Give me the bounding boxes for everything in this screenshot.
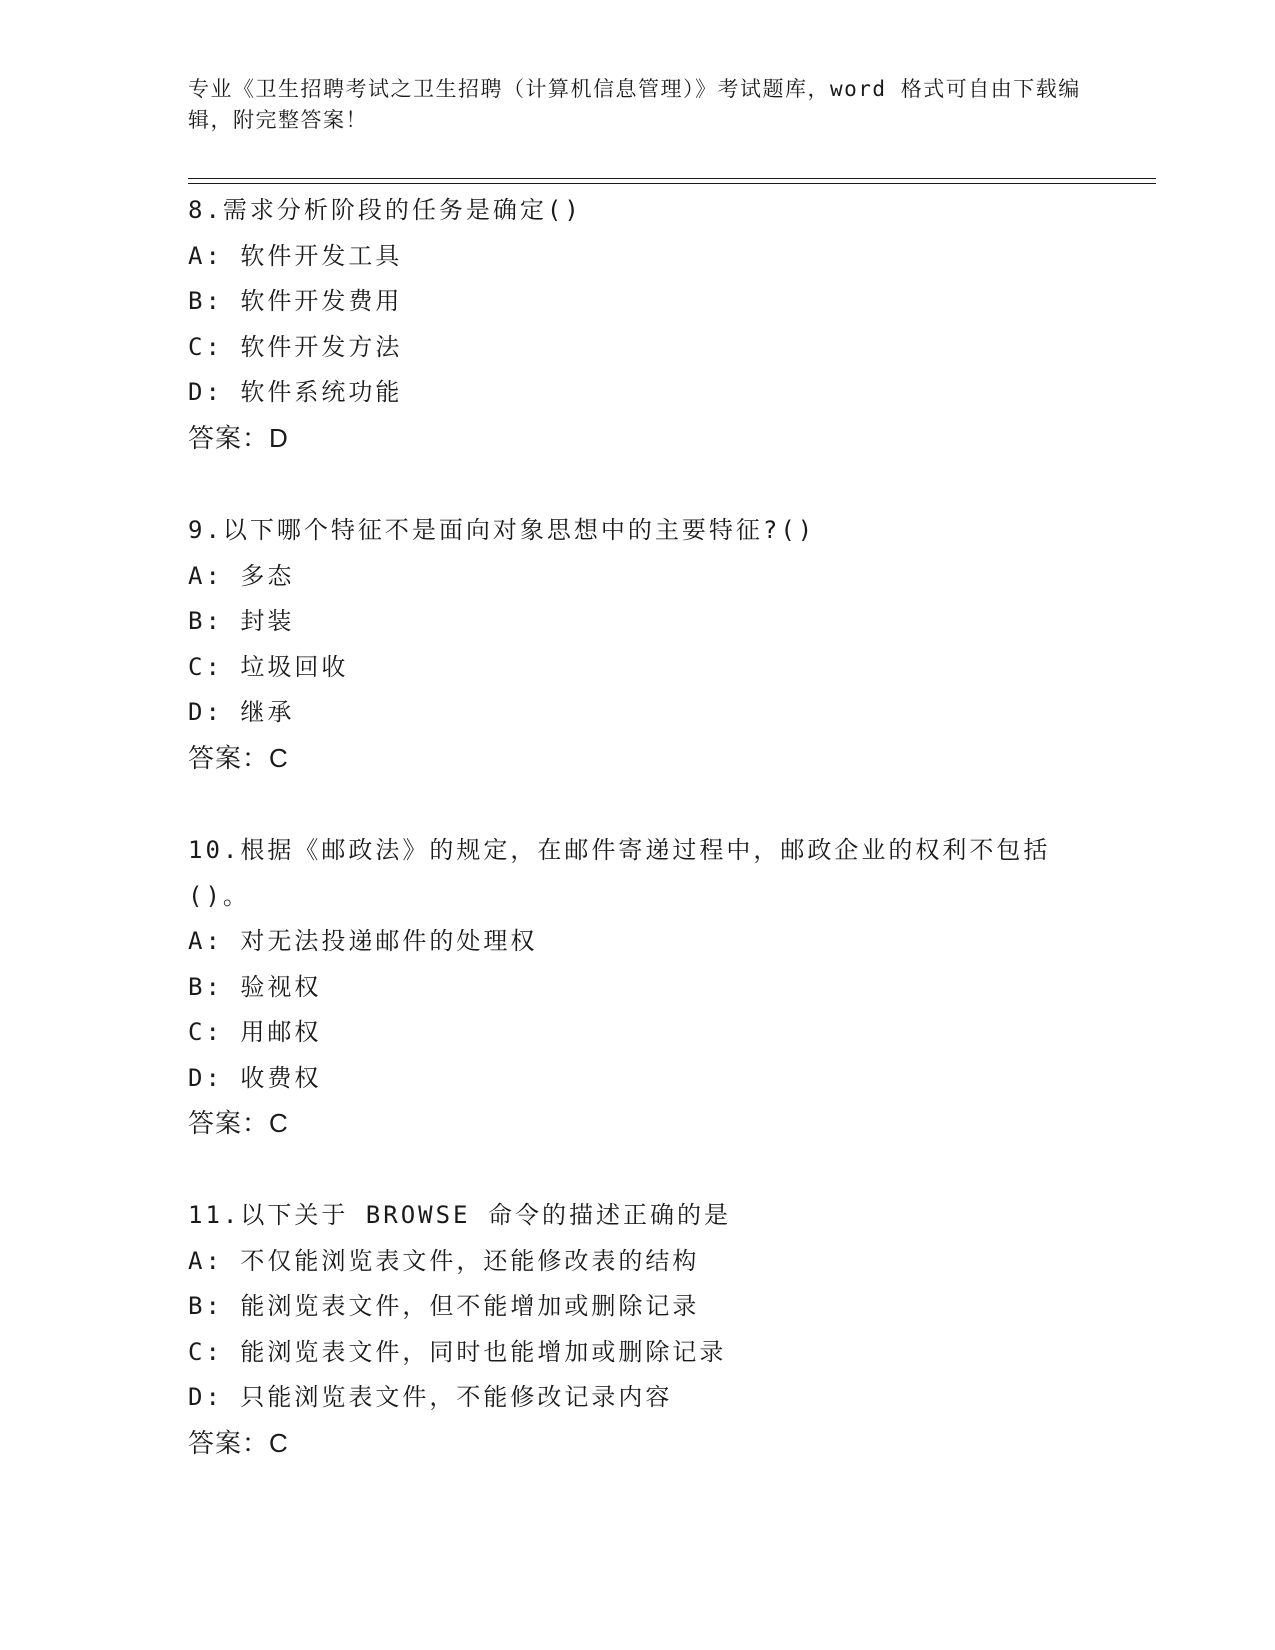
question-text: 8.需求分析阶段的任务是确定() [188,196,582,224]
option-b: B: 能浏览表文件，但不能增加或删除记录 [188,1292,700,1320]
option-c: C: 用邮权 [188,1018,322,1046]
answer-label: 答案：C [188,742,289,773]
header-divider-top [188,178,1156,179]
option-c: C: 软件开发方法 [188,332,403,361]
option-d: D: 只能浏览表文件，不能修改记录内容 [188,1383,673,1411]
option-a: A: 不仅能浏览表文件，还能修改表的结构 [188,1246,700,1275]
question-text: 11.以下关于 BROWSE 命令的描述正确的是 [188,1201,731,1229]
option-b: B: 验视权 [188,972,322,1001]
option-c: C: 能浏览表文件，同时也能增加或删除记录 [188,1337,727,1366]
option-a: A: 软件开发工具 [188,241,403,270]
option-a: A: 对无法投递邮件的处理权 [188,927,538,955]
question-text: 9.以下哪个特征不是面向对象思想中的主要特征?() [188,516,816,544]
answer-label: 答案：C [188,1108,289,1138]
option-b: B: 软件开发费用 [188,287,403,315]
option-b: B: 封装 [188,607,295,635]
question-11 [188,1193,1088,1466]
option-c: C: 垃圾回收 [188,652,349,681]
answer-label: 答案：C [188,1427,289,1458]
answer-label: 答案：D [188,422,289,453]
option-a: A: 多态 [188,561,295,590]
header-divider-bottom [188,183,1156,184]
question-9 [188,508,1088,781]
question-10 [188,828,1088,1147]
document-intro: 专业《卫生招聘考试之卫生招聘（计算机信息管理）》考试题库，word 格式可自由下载编辑，附完整答案！ [188,77,1081,132]
question-8 [188,188,1088,461]
question-text: 10.根据《邮政法》的规定，在邮件寄递过程中，邮政企业的权利不包括()。 [188,836,1051,910]
option-d: D: 收费权 [188,1063,322,1092]
option-d: D: 继承 [188,698,295,726]
option-d: D: 软件系统功能 [188,378,403,406]
